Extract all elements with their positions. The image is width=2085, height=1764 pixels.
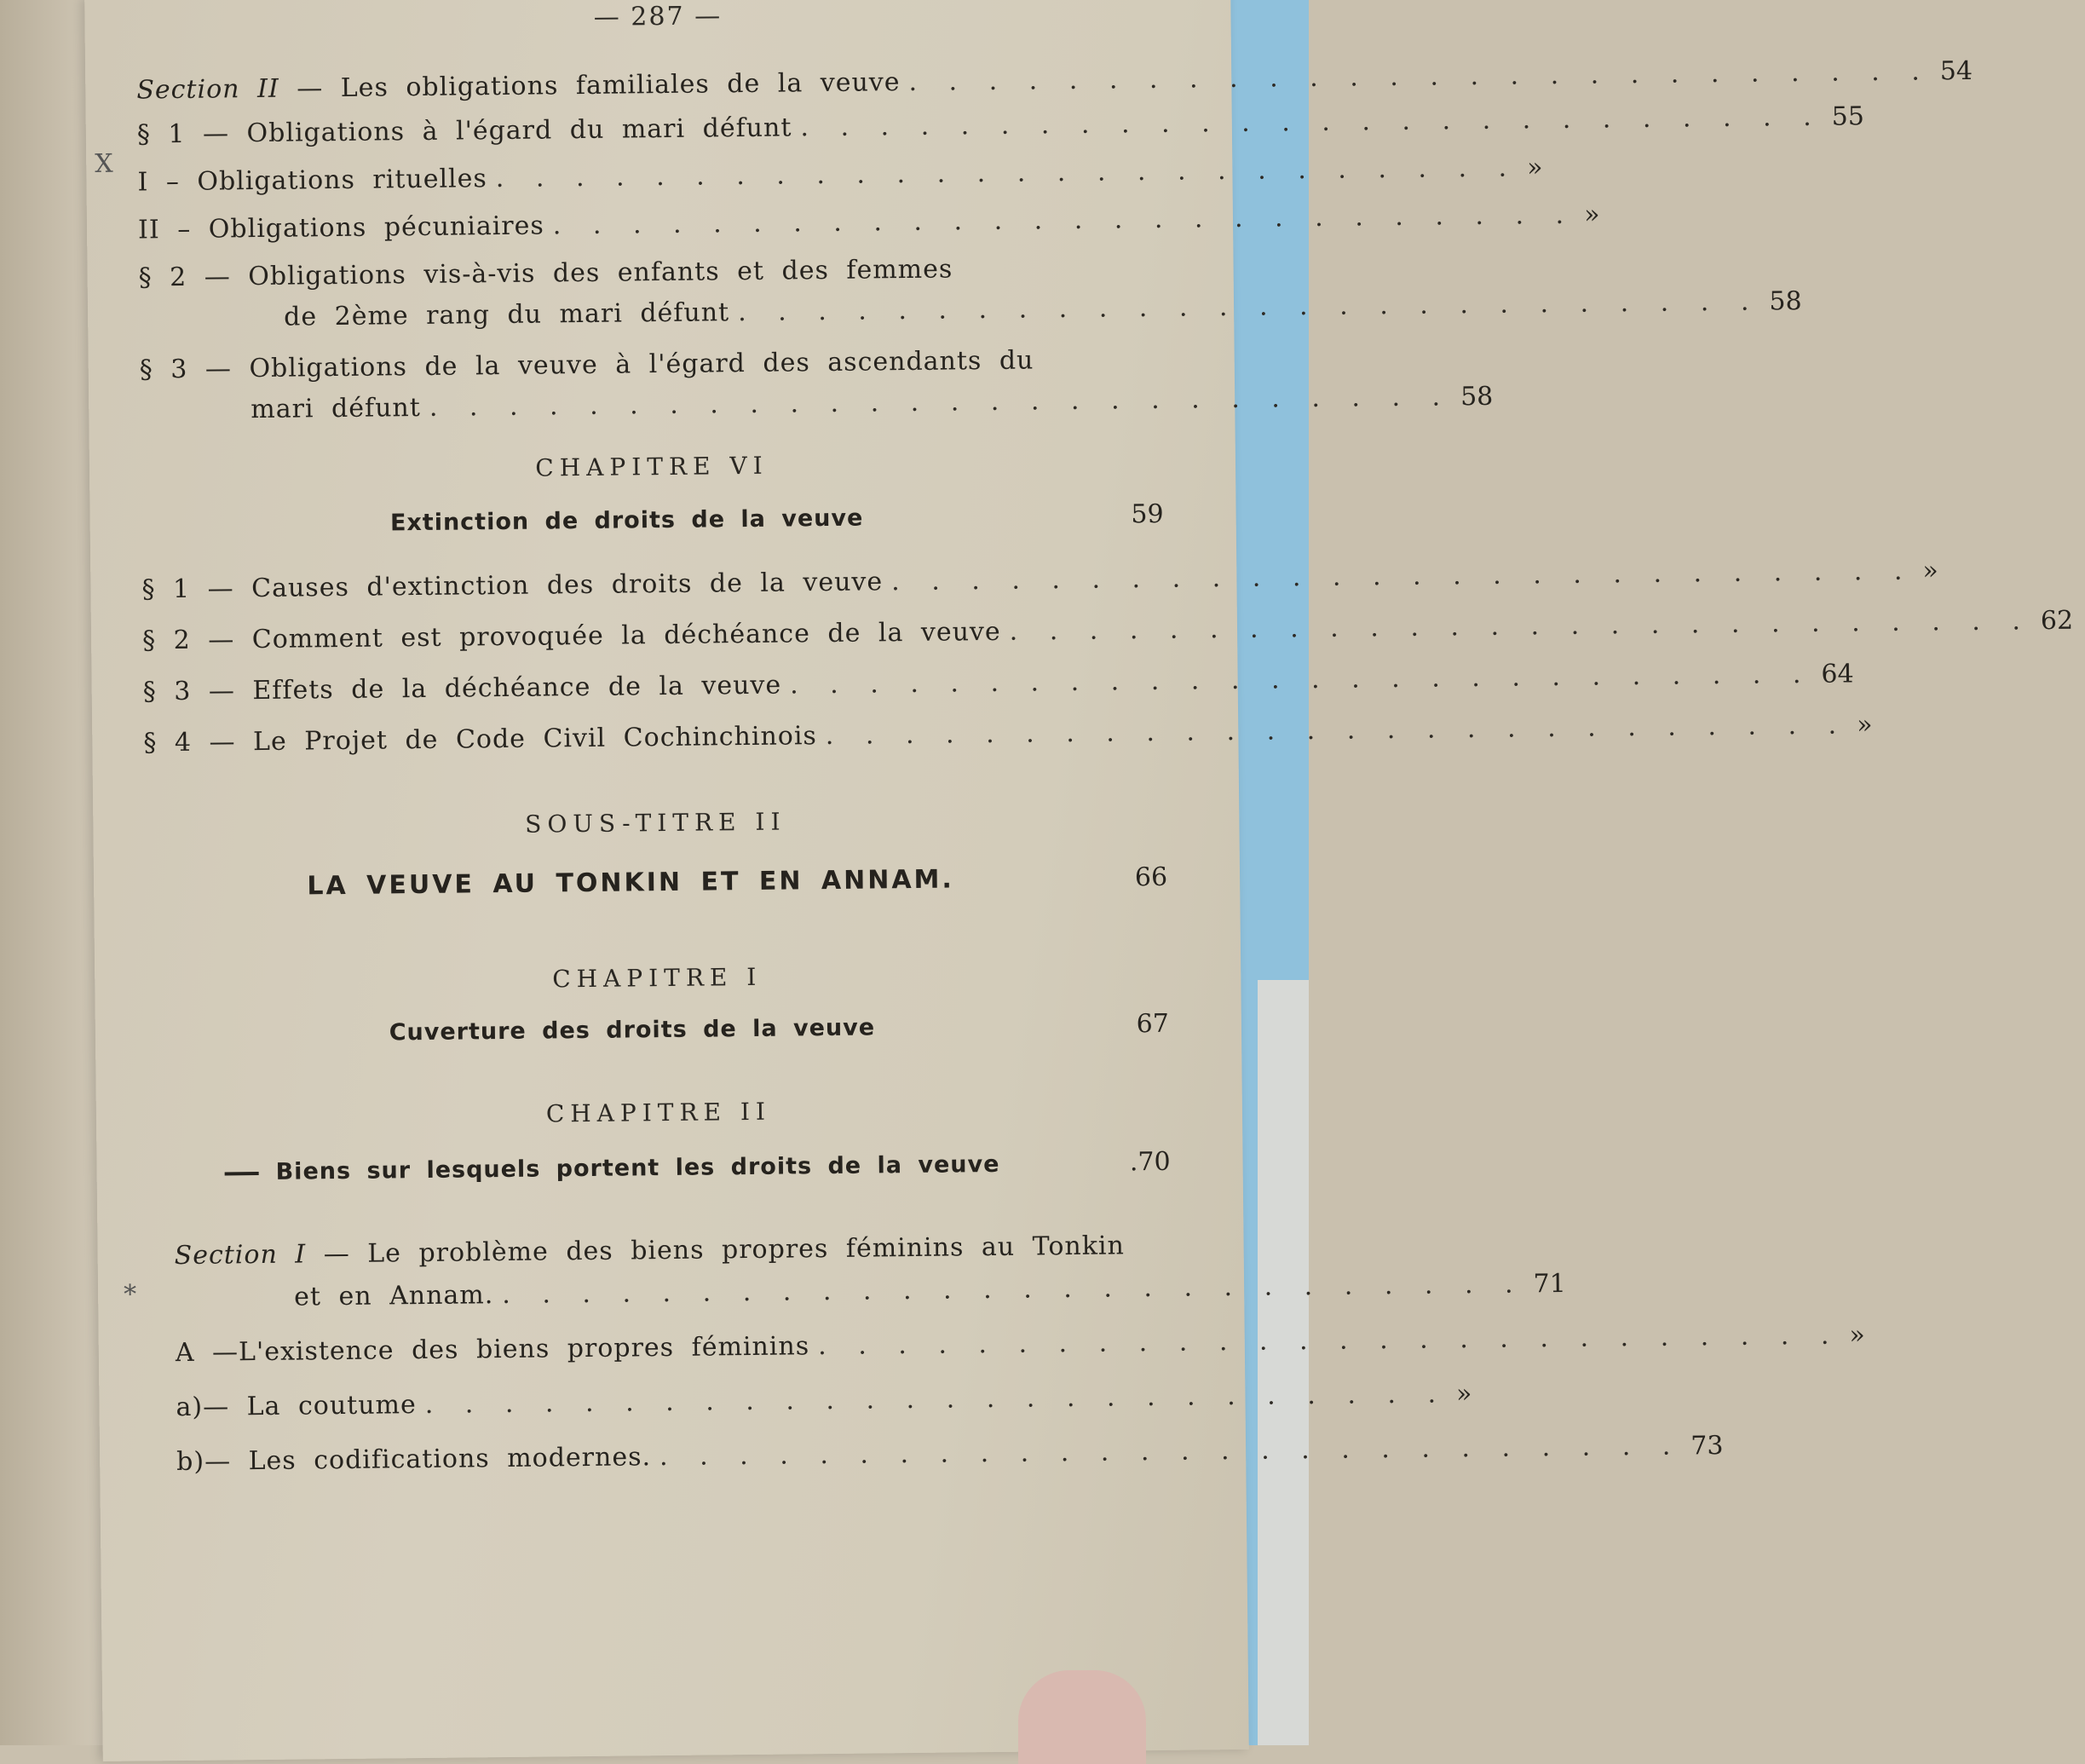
toc-entry: b)— Les codifications modernes. . . . . . . . . . . . . . . . . . . . . . . . . . . 73: [176, 1431, 1724, 1478]
toc-entry: I – Obligations rituelles . . . . . . . . . . . . . . . . . . . . . . . . . . »: [137, 153, 1543, 198]
leader-dots: . . . . . . . . . . . . . . . . . . . . . . . . . .: [890, 556, 1915, 597]
page-ref: 66: [1134, 862, 1168, 893]
thumb: [1018, 1670, 1146, 1764]
toc-entry: § 4 — Le Projet de Code Civil Cochinchinois . . . . . . . . . . . . . . . . . . . . . . . . . . »: [143, 710, 1873, 758]
page-ref: 54: [1939, 55, 1973, 87]
chapter-title: Cuverture des droits de la veuve: [389, 1014, 876, 1046]
leader-dots: . . . . . . . . . . . . . . . . . . . . . . . . . .: [789, 659, 1813, 700]
page-ref: .70: [1129, 1146, 1171, 1178]
dash-mark: [225, 1172, 259, 1175]
chapter-title: Extinction de droits de la veuve: [389, 504, 864, 537]
toc-entry: § 3 — Obligations de la veuve à l'égard des ascendants du: [139, 345, 1034, 385]
page-ref: 58: [1460, 381, 1494, 412]
chapter-heading: CHAPITRE VI: [535, 451, 769, 482]
leader-dots: . . . . . . . . . . . . . . . . . . . . . . . . . .: [495, 153, 1519, 194]
background-gray: [1258, 980, 1309, 1745]
toc-entry-continuation: de 2ème rang du mari défunt . . . . . . . . . . . . . . . . . . . . . . . . . . 58: [283, 286, 1802, 332]
subtitle-title: LA VEUVE AU TONKIN ET EN ANNAM.: [307, 864, 955, 902]
book-page: [84, 0, 2074, 1761]
chapter-title-row: [141, 499, 1163, 540]
toc-entry: § 1 — Obligations à l'égard du mari défunt . . . . . . . . . . . . . . . . . . . . . . . . . . 55: [136, 101, 1865, 150]
page-ref: 62: [2040, 605, 2074, 637]
page-ref: 59: [1131, 499, 1164, 530]
table-of-contents: [136, 55, 2074, 1478]
leader-dots: . . . . . . . . . . . . . . . . . . . . . . . . . .: [817, 1320, 1841, 1362]
page-ref: »: [1583, 199, 1600, 230]
chapter-heading: CHAPITRE II: [545, 1097, 772, 1128]
chapter-title-row: [147, 1147, 1170, 1188]
leader-dots: . . . . . . . . . . . . . . . . . . . . . . . . . .: [908, 56, 1932, 97]
toc-entry: Section II — Les obligations familiales de la veuve . . . . . . . . . . . . . . . . . . . . . . . . . . 54: [136, 55, 1973, 106]
page-ref: 64: [1821, 659, 1854, 689]
section-label: Section II: [136, 73, 279, 106]
page-ref: »: [1856, 710, 1873, 741]
page-ref: »: [1849, 1320, 1865, 1351]
toc-entry-continuation: mari défunt . . . . . . . . . . . . . . . . . . . . . . . . . . 58: [251, 381, 1494, 425]
page-ref: 73: [1690, 1431, 1724, 1461]
section-label: Section I: [174, 1239, 307, 1271]
leader-dots: . . . . . . . . . . . . . . . . . . . . . . . . . .: [429, 382, 1453, 423]
leader-dots: . . . . . . . . . . . . . . . . . . . . . . . . . .: [552, 199, 1576, 241]
leader-dots: . . . . . . . . . . . . . . . . . . . . . . . . . .: [502, 1269, 1525, 1311]
page-ref: »: [1455, 1379, 1472, 1409]
toc-entry: II – Obligations pécuniaires . . . . . . . . . . . . . . . . . . . . . . . . . . »: [137, 199, 1600, 245]
toc-entry: § 3 — Effets de la déchéance de la veuve . . . . . . . . . . . . . . . . . . . . . . . . . . 64: [142, 659, 1854, 707]
margin-mark: *: [123, 1279, 137, 1310]
page-ref: 58: [1769, 286, 1802, 317]
leader-dots: . . . . . . . . . . . . . . . . . . . . . . . . . .: [1009, 606, 2033, 647]
toc-entry: Section I — Le problème des biens propres féminins au Tonkin: [174, 1231, 1126, 1271]
leader-dots: . . . . . . . . . . . . . . . . . . . . . . . . . .: [737, 286, 1761, 328]
page-ref: »: [1526, 153, 1543, 183]
leader-dots: . . . . . . . . . . . . . . . . . . . . . . . . . .: [800, 101, 1823, 143]
subtitle-heading: SOUS-TITRE II: [525, 807, 786, 839]
page-number: — 287 —: [593, 1, 723, 32]
leader-dots: . . . . . . . . . . . . . . . . . . . . . . . . . .: [825, 710, 1849, 752]
page-ref: 71: [1533, 1268, 1566, 1300]
toc-entry: A —L'existence des biens propres féminins . . . . . . . . . . . . . . . . . . . . . . . . . . »: [175, 1320, 1865, 1369]
chapter-title-row: [147, 1009, 1169, 1050]
toc-entry-continuation: et en Annam. . . . . . . . . . . . . . . . . . . . . . . . . . . 71: [293, 1268, 1566, 1312]
toc-entry: § 2 — Comment est provoquée la déchéance de la veuve . . . . . . . . . . . . . . . . . . . . . . . . . . 62: [141, 605, 2074, 656]
leader-dots: . . . . . . . . . . . . . . . . . . . . . . . . . .: [659, 1431, 1683, 1473]
subtitle-title-row: [145, 862, 1167, 903]
page-ref: 67: [1136, 1008, 1170, 1040]
page-ref: »: [1922, 556, 1938, 586]
chapter-title: Biens sur lesquels portent les droits de la veuve: [275, 1150, 1000, 1185]
toc-entry: § 2 — Obligations vis-à-vis des enfants et des femmes: [138, 254, 953, 293]
margin-mark: X: [95, 148, 113, 179]
toc-entry: § 1 — Causes d'extinction des droits de la veuve . . . . . . . . . . . . . . . . . . . . . . . . . . »: [141, 556, 1938, 605]
toc-entry: a)— La coutume . . . . . . . . . . . . . . . . . . . . . . . . . . »: [176, 1379, 1472, 1423]
leader-dots: . . . . . . . . . . . . . . . . . . . . . . . . . .: [424, 1379, 1449, 1421]
chapter-heading: CHAPITRE I: [552, 962, 763, 994]
page-ref: 55: [1831, 101, 1865, 132]
